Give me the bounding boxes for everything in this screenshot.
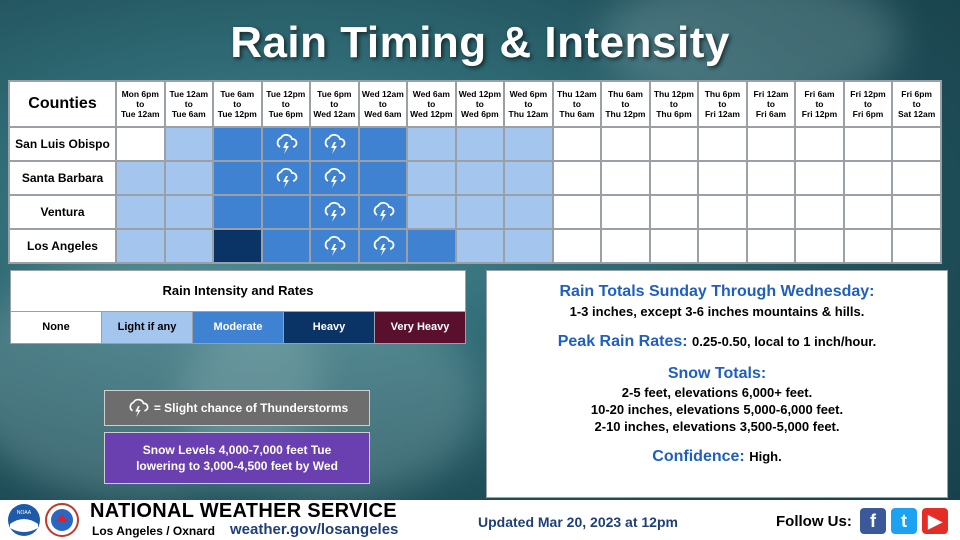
period-header-line: Wed 6am bbox=[364, 109, 402, 119]
intensity-cell bbox=[310, 127, 359, 161]
intensity-cell bbox=[213, 195, 262, 229]
period-header-line: Tue 6am bbox=[171, 109, 206, 119]
period-header bbox=[213, 81, 262, 127]
period-header-line: Fri 6am bbox=[804, 89, 835, 99]
website-link[interactable]: weather.gov/losangeles bbox=[230, 521, 399, 538]
intensity-cell bbox=[262, 195, 311, 229]
county-name: Ventura bbox=[9, 195, 116, 229]
legend-item-none: None bbox=[11, 312, 101, 343]
intensity-cell bbox=[844, 161, 893, 195]
county-name: Los Angeles bbox=[9, 229, 116, 263]
period-header bbox=[795, 81, 844, 127]
intensity-cell bbox=[310, 229, 359, 263]
intensity-cell bbox=[116, 195, 165, 229]
snow-totals-line: 2-5 feet, elevations 6,000+ feet. bbox=[621, 385, 813, 400]
period-header-line: Fri 6pm bbox=[901, 89, 932, 99]
intensity-cell bbox=[795, 161, 844, 195]
agency-name: NATIONAL WEATHER SERVICE bbox=[90, 500, 397, 522]
period-header-line: Wed 12am bbox=[313, 109, 356, 119]
thunderstorm-icon bbox=[273, 166, 299, 190]
intensity-cell bbox=[407, 127, 456, 161]
snow-levels-line-1: Snow Levels 4,000-7,000 feet Tue bbox=[142, 443, 332, 457]
period-header bbox=[844, 81, 893, 127]
intensity-cell bbox=[601, 127, 650, 161]
period-header bbox=[165, 81, 214, 127]
period-header-line: to bbox=[233, 99, 242, 109]
intensity-cell bbox=[892, 161, 941, 195]
totals-info-box bbox=[486, 270, 948, 498]
thunderstorm-icon bbox=[126, 397, 150, 419]
thunderstorm-icon bbox=[321, 166, 347, 190]
peak-rates-text: 0.25-0.50, local to 1 inch/hour. bbox=[692, 334, 877, 349]
period-header-line: Tue 6pm bbox=[317, 89, 352, 99]
period-header-line: Wed 12pm bbox=[410, 109, 453, 119]
county-row bbox=[9, 161, 941, 195]
period-header-line: Tue 12am bbox=[120, 109, 160, 119]
period-header-line: to bbox=[427, 99, 436, 109]
intensity-cell bbox=[553, 161, 602, 195]
period-header-line: to bbox=[378, 99, 387, 109]
intensity-cell bbox=[844, 127, 893, 161]
footer bbox=[0, 500, 960, 540]
intensity-cell bbox=[165, 161, 214, 195]
thunderstorm-icon bbox=[321, 234, 347, 258]
period-header bbox=[116, 81, 165, 127]
intensity-cell bbox=[359, 161, 408, 195]
intensity-cell bbox=[262, 127, 311, 161]
noaa-nws-logos bbox=[4, 502, 84, 538]
confidence-heading: Confidence: bbox=[652, 448, 745, 465]
intensity-cell bbox=[650, 229, 699, 263]
grid-body bbox=[9, 127, 941, 263]
rain-intensity-legend bbox=[10, 270, 466, 344]
period-header-line: to bbox=[912, 99, 921, 109]
intensity-cell bbox=[892, 127, 941, 161]
period-header-line: Wed 6pm bbox=[509, 89, 548, 99]
period-header bbox=[747, 81, 796, 127]
period-header bbox=[456, 81, 505, 127]
intensity-cell bbox=[795, 127, 844, 161]
period-header bbox=[892, 81, 941, 127]
county-row bbox=[9, 195, 941, 229]
period-header-line: to bbox=[669, 99, 678, 109]
confidence-text: High. bbox=[749, 449, 782, 464]
period-header-line: Fri 6pm bbox=[852, 109, 884, 119]
intensity-cell bbox=[892, 195, 941, 229]
period-header-line: Thu 6am bbox=[559, 109, 595, 119]
intensity-cell bbox=[504, 229, 553, 263]
period-header-line: to bbox=[718, 99, 727, 109]
snow-totals-line: 10-20 inches, elevations 5,000-6,000 feet. bbox=[590, 402, 844, 417]
legend-row bbox=[11, 312, 465, 343]
intensity-cell bbox=[844, 229, 893, 263]
intensity-cell bbox=[504, 195, 553, 229]
thunderstorm-icon bbox=[321, 132, 347, 156]
legend-item-moderate: Moderate bbox=[192, 312, 283, 343]
period-header-line: Thu 12am bbox=[508, 109, 549, 119]
intensity-cell bbox=[553, 127, 602, 161]
period-header-line: Wed 6am bbox=[412, 89, 450, 99]
period-header-line: Wed 12am bbox=[361, 89, 404, 99]
intensity-cell bbox=[601, 195, 650, 229]
period-header bbox=[553, 81, 602, 127]
period-header-line: Wed 12pm bbox=[458, 89, 502, 99]
period-header bbox=[650, 81, 699, 127]
intensity-cell bbox=[698, 161, 747, 195]
rain-totals-heading: Rain Totals Sunday Through Wednesday: bbox=[559, 283, 875, 300]
period-header-line: Fri 12pm bbox=[801, 109, 838, 119]
period-header-line: Fri 12am bbox=[753, 89, 789, 99]
facebook-icon[interactable]: f bbox=[860, 508, 886, 534]
rain-timing-grid bbox=[8, 80, 942, 264]
intensity-cell bbox=[359, 195, 408, 229]
legend-item-veryheavy: Very Heavy bbox=[374, 312, 465, 343]
intensity-cell bbox=[456, 127, 505, 161]
period-header-line: to bbox=[281, 99, 290, 109]
intensity-cell bbox=[795, 229, 844, 263]
intensity-cell bbox=[262, 229, 311, 263]
thunderstorm-icon bbox=[273, 132, 299, 156]
thunderstorm-key bbox=[104, 390, 370, 426]
period-header-line: to bbox=[572, 99, 581, 109]
period-header bbox=[698, 81, 747, 127]
legend-item-heavy: Heavy bbox=[283, 312, 374, 343]
period-header-line: Tue 6pm bbox=[268, 109, 303, 119]
intensity-cell bbox=[844, 195, 893, 229]
period-header bbox=[601, 81, 650, 127]
grid-header-row bbox=[9, 81, 941, 127]
county-row bbox=[9, 229, 941, 263]
county-name: San Luis Obispo bbox=[9, 127, 116, 161]
period-header-line: to bbox=[766, 99, 775, 109]
period-header-line: Wed 6pm bbox=[461, 109, 499, 119]
thunderstorm-icon bbox=[321, 200, 347, 224]
period-header bbox=[262, 81, 311, 127]
period-header-line: Fri 6am bbox=[755, 109, 787, 119]
intensity-cell bbox=[213, 127, 262, 161]
intensity-cell bbox=[116, 161, 165, 195]
county-name: Santa Barbara bbox=[9, 161, 116, 195]
intensity-cell bbox=[795, 195, 844, 229]
intensity-cell bbox=[892, 229, 941, 263]
period-header bbox=[359, 81, 408, 127]
period-header-line: to bbox=[184, 99, 193, 109]
period-header-line: Tue 6am bbox=[220, 89, 255, 99]
intensity-cell bbox=[359, 229, 408, 263]
period-header-line: Fri 12am bbox=[704, 109, 740, 119]
intensity-cell bbox=[116, 127, 165, 161]
intensity-cell bbox=[553, 229, 602, 263]
intensity-cell bbox=[310, 161, 359, 195]
intensity-cell bbox=[165, 229, 214, 263]
snow-totals-heading: Snow Totals: bbox=[667, 365, 767, 382]
period-header-line: Thu 12pm bbox=[653, 89, 694, 99]
period-header-line: Sat 12am bbox=[897, 109, 936, 119]
period-header-line: Tue 12pm bbox=[266, 89, 306, 99]
intensity-cell bbox=[747, 195, 796, 229]
intensity-cell bbox=[601, 161, 650, 195]
period-header bbox=[407, 81, 456, 127]
thunderstorm-key-label: = Slight chance of Thunderstorms bbox=[153, 401, 349, 415]
snow-levels-box bbox=[104, 432, 370, 484]
period-header-line: Thu 6pm bbox=[704, 89, 741, 99]
period-header-line: to bbox=[524, 99, 533, 109]
intensity-cell bbox=[504, 127, 553, 161]
intensity-cell bbox=[213, 161, 262, 195]
intensity-cell bbox=[698, 229, 747, 263]
period-header-line: Thu 12am bbox=[557, 89, 597, 99]
intensity-cell bbox=[698, 127, 747, 161]
period-header-line: Tue 12pm bbox=[217, 109, 257, 119]
intensity-cell bbox=[165, 195, 214, 229]
intensity-cell bbox=[747, 127, 796, 161]
page-title: Rain Timing & Intensity bbox=[230, 18, 730, 67]
snow-totals-line: 2-10 inches, elevations 3,500-5,000 feet. bbox=[594, 419, 840, 434]
intensity-cell bbox=[407, 195, 456, 229]
follow-us-label: Follow Us: bbox=[776, 513, 852, 530]
intensity-cell bbox=[650, 161, 699, 195]
period-header-line: Thu 6pm bbox=[656, 109, 692, 119]
period-header bbox=[504, 81, 553, 127]
intensity-cell bbox=[650, 127, 699, 161]
intensity-cell bbox=[456, 195, 505, 229]
period-header-line: Mon 6pm bbox=[121, 89, 159, 99]
intensity-cell bbox=[407, 229, 456, 263]
peak-rates-heading: Peak Rain Rates: bbox=[557, 333, 688, 350]
period-header-line: to bbox=[330, 99, 339, 109]
intensity-cell bbox=[165, 127, 214, 161]
period-header-line: Fri 12pm bbox=[850, 89, 886, 99]
period-header-line: to bbox=[621, 99, 630, 109]
period-header-line: Thu 6am bbox=[607, 89, 643, 99]
thunderstorm-icon bbox=[370, 200, 396, 224]
updated-timestamp: Updated Mar 20, 2023 at 12pm bbox=[478, 514, 678, 530]
intensity-cell bbox=[359, 127, 408, 161]
thunderstorm-icon bbox=[370, 234, 396, 258]
counties-header: Counties bbox=[9, 81, 116, 127]
intensity-cell bbox=[310, 195, 359, 229]
twitter-icon[interactable]: t bbox=[891, 508, 917, 534]
intensity-cell bbox=[456, 229, 505, 263]
period-header-line: Thu 12pm bbox=[605, 109, 646, 119]
intensity-cell bbox=[650, 195, 699, 229]
office-name: Los Angeles / Oxnard bbox=[92, 524, 215, 538]
legend-title: Rain Intensity and Rates bbox=[11, 271, 465, 312]
period-header-line: to bbox=[136, 99, 145, 109]
intensity-cell bbox=[213, 229, 262, 263]
period-header-line: to bbox=[815, 99, 824, 109]
intensity-cell bbox=[553, 195, 602, 229]
period-header-line: to bbox=[475, 99, 484, 109]
intensity-cell bbox=[504, 161, 553, 195]
period-header-line: Tue 12am bbox=[169, 89, 209, 99]
intensity-cell bbox=[747, 161, 796, 195]
intensity-cell bbox=[262, 161, 311, 195]
intensity-cell bbox=[698, 195, 747, 229]
youtube-icon[interactable]: ▶ bbox=[922, 508, 948, 534]
intensity-cell bbox=[116, 229, 165, 263]
noaa-logo-text: NOAA bbox=[16, 510, 32, 516]
period-header bbox=[310, 81, 359, 127]
rain-totals-text: 1-3 inches, except 3-6 inches mountains & hills. bbox=[569, 304, 865, 319]
snow-levels-line-2: lowering to 3,000-4,500 feet by Wed bbox=[136, 459, 338, 473]
intensity-cell bbox=[601, 229, 650, 263]
intensity-cell bbox=[456, 161, 505, 195]
period-header-line: to bbox=[863, 99, 872, 109]
intensity-cell bbox=[747, 229, 796, 263]
legend-item-light: Light if any bbox=[101, 312, 192, 343]
intensity-cell bbox=[407, 161, 456, 195]
county-row bbox=[9, 127, 941, 161]
